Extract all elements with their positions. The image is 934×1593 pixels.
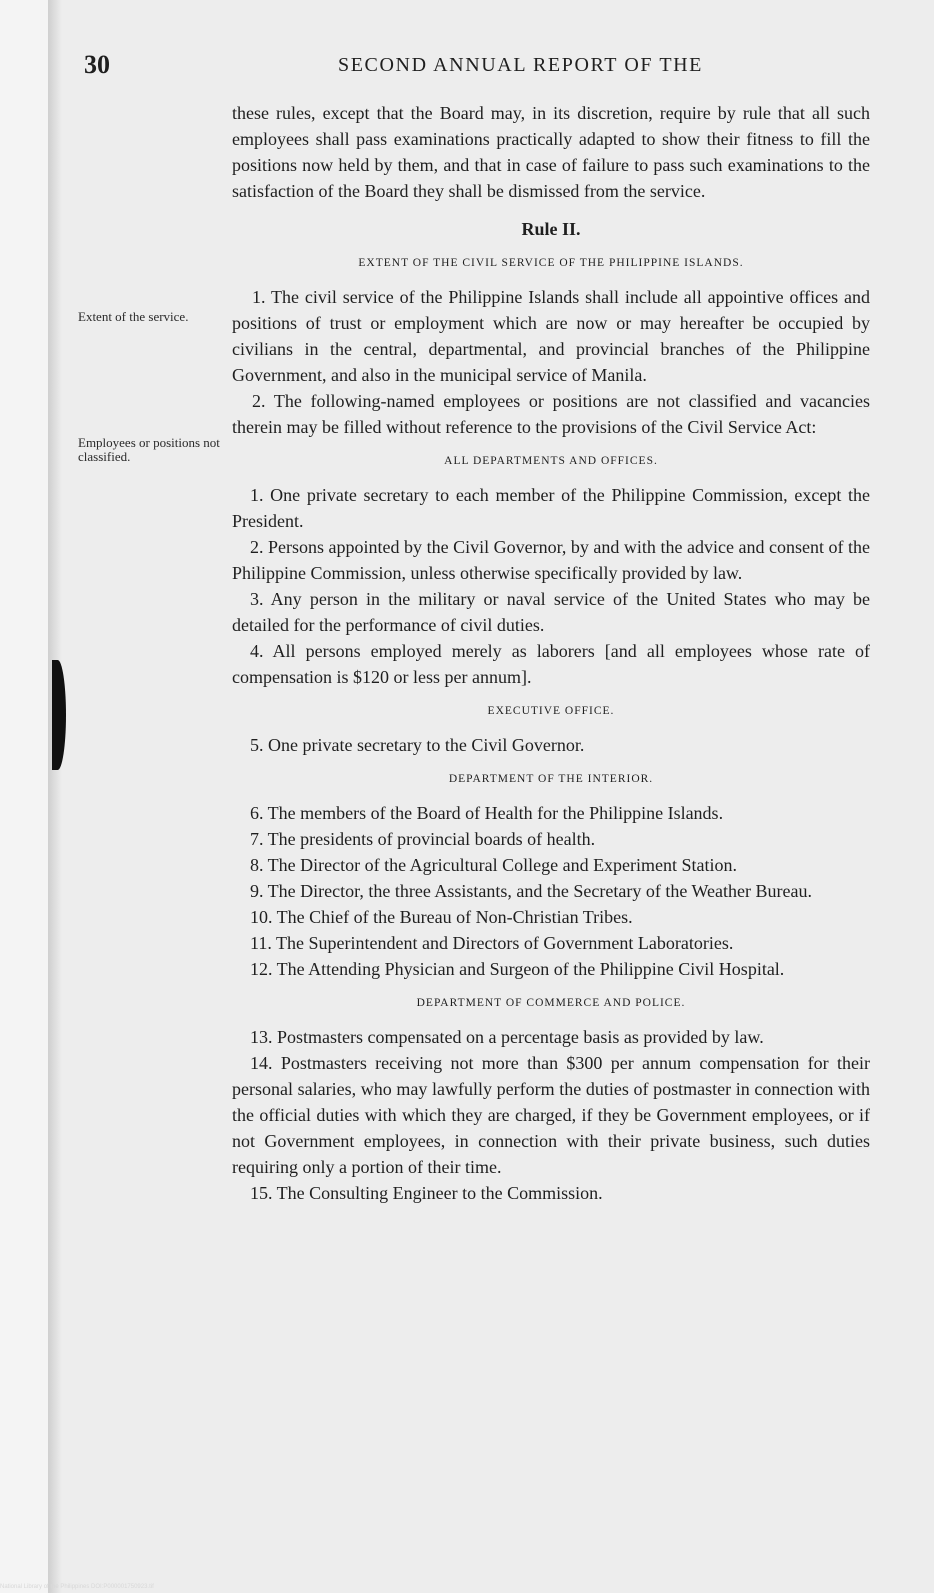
list-item: 15. The Consulting Engineer to the Commission. (250, 1183, 603, 1203)
list-item: 7. The presidents of provincial boards of health. (250, 829, 596, 849)
section-commerce-police: DEPARTMENT OF COMMERCE AND POLICE. (416, 997, 686, 1009)
list-item: 3. Any person in the military or naval service of the United States who may be detailed for the performance of civil duties. (232, 589, 870, 635)
gutter-shadow (48, 0, 62, 1593)
paragraph-1: 1. The civil service of the Philippine Islands shall include all appointive offices and positions of trust or employment which are now or may hereafter be occupied by civilians in the central, departmental, and provincial branches of the Philippine Government, and also in the municipal service of Manila. (232, 287, 870, 385)
scan-footer: National Library of the Philippines DOI:P000001750923.tif (0, 1584, 154, 1590)
margin-note-extent: Extent of the service. (78, 309, 189, 324)
list-item: 13. Postmasters compensated on a percentage basis as provided by law. (250, 1027, 764, 1047)
running-head: SECOND ANNUAL REPORT OF THE (338, 54, 703, 76)
margin-note-employees: Employees or positions not classified. (78, 435, 220, 464)
list-item: 6. The members of the Board of Health for the Philippine Islands. (250, 803, 724, 823)
list-item: 5. One private secretary to the Civil Governor. (250, 735, 585, 755)
rule-subtitle: EXTENT OF THE CIVIL SERVICE OF THE PHILIPPINE ISLANDS. (358, 257, 744, 269)
section-executive-office: EXECUTIVE OFFICE. (487, 705, 615, 717)
list-item: 8. The Director of the Agricultural College and Experiment Station. (250, 855, 738, 875)
page-number: 30 (84, 50, 110, 79)
document-body (232, 100, 870, 1206)
list-item: 10. The Chief of the Bureau of Non-Christian Tribes. (250, 907, 633, 927)
list-item: 11. The Superintendent and Directors of Government Laboratories. (250, 933, 734, 953)
list-item: 4. All persons employed merely as laborers [and all employees whose rate of compensation is $120 or less per annum]. (232, 641, 870, 687)
list-item: 9. The Director, the three Assistants, and the Secretary of the Weather Bureau. (250, 881, 812, 901)
intro-paragraph: these rules, except that the Board may, in its discretion, require by rule that all such employees shall pass examinations practically adapted to show their fitness to fill the positions now held by them, and that in case of failure to pass such examinations to the satisfaction of the Board they shall be dismissed from the service. (232, 103, 870, 201)
rule-title: Rule II. (521, 219, 581, 239)
paragraph-2: 2. The following-named employees or positions are not classified and vacancies therein may be filled without reference to the provisions of the Civil Service Act: (232, 391, 870, 437)
section-all-departments: ALL DEPARTMENTS AND OFFICES. (444, 455, 658, 467)
list-item: 1. One private secretary to each member of the Philippine Commission, except the President. (232, 485, 870, 531)
section-interior: DEPARTMENT OF THE INTERIOR. (448, 773, 654, 785)
list-item: 2. Persons appointed by the Civil Governor, by and with the advice and consent of the Philippine Commission, unless otherwise specifically provided by law. (232, 537, 870, 583)
scan-left-strip (0, 0, 48, 1593)
list-item: 14. Postmasters receiving not more than $300 per annum compensation for their personal salaries, who may lawfully perform the duties of postmaster in connection with the official duties with which they are charged, if they be Government employees, or if not Government employees, in connection with their private business, such duties requiring only a portion of their time. (232, 1053, 870, 1177)
list-item: 12. The Attending Physician and Surgeon of the Philippine Civil Hospital. (250, 959, 785, 979)
